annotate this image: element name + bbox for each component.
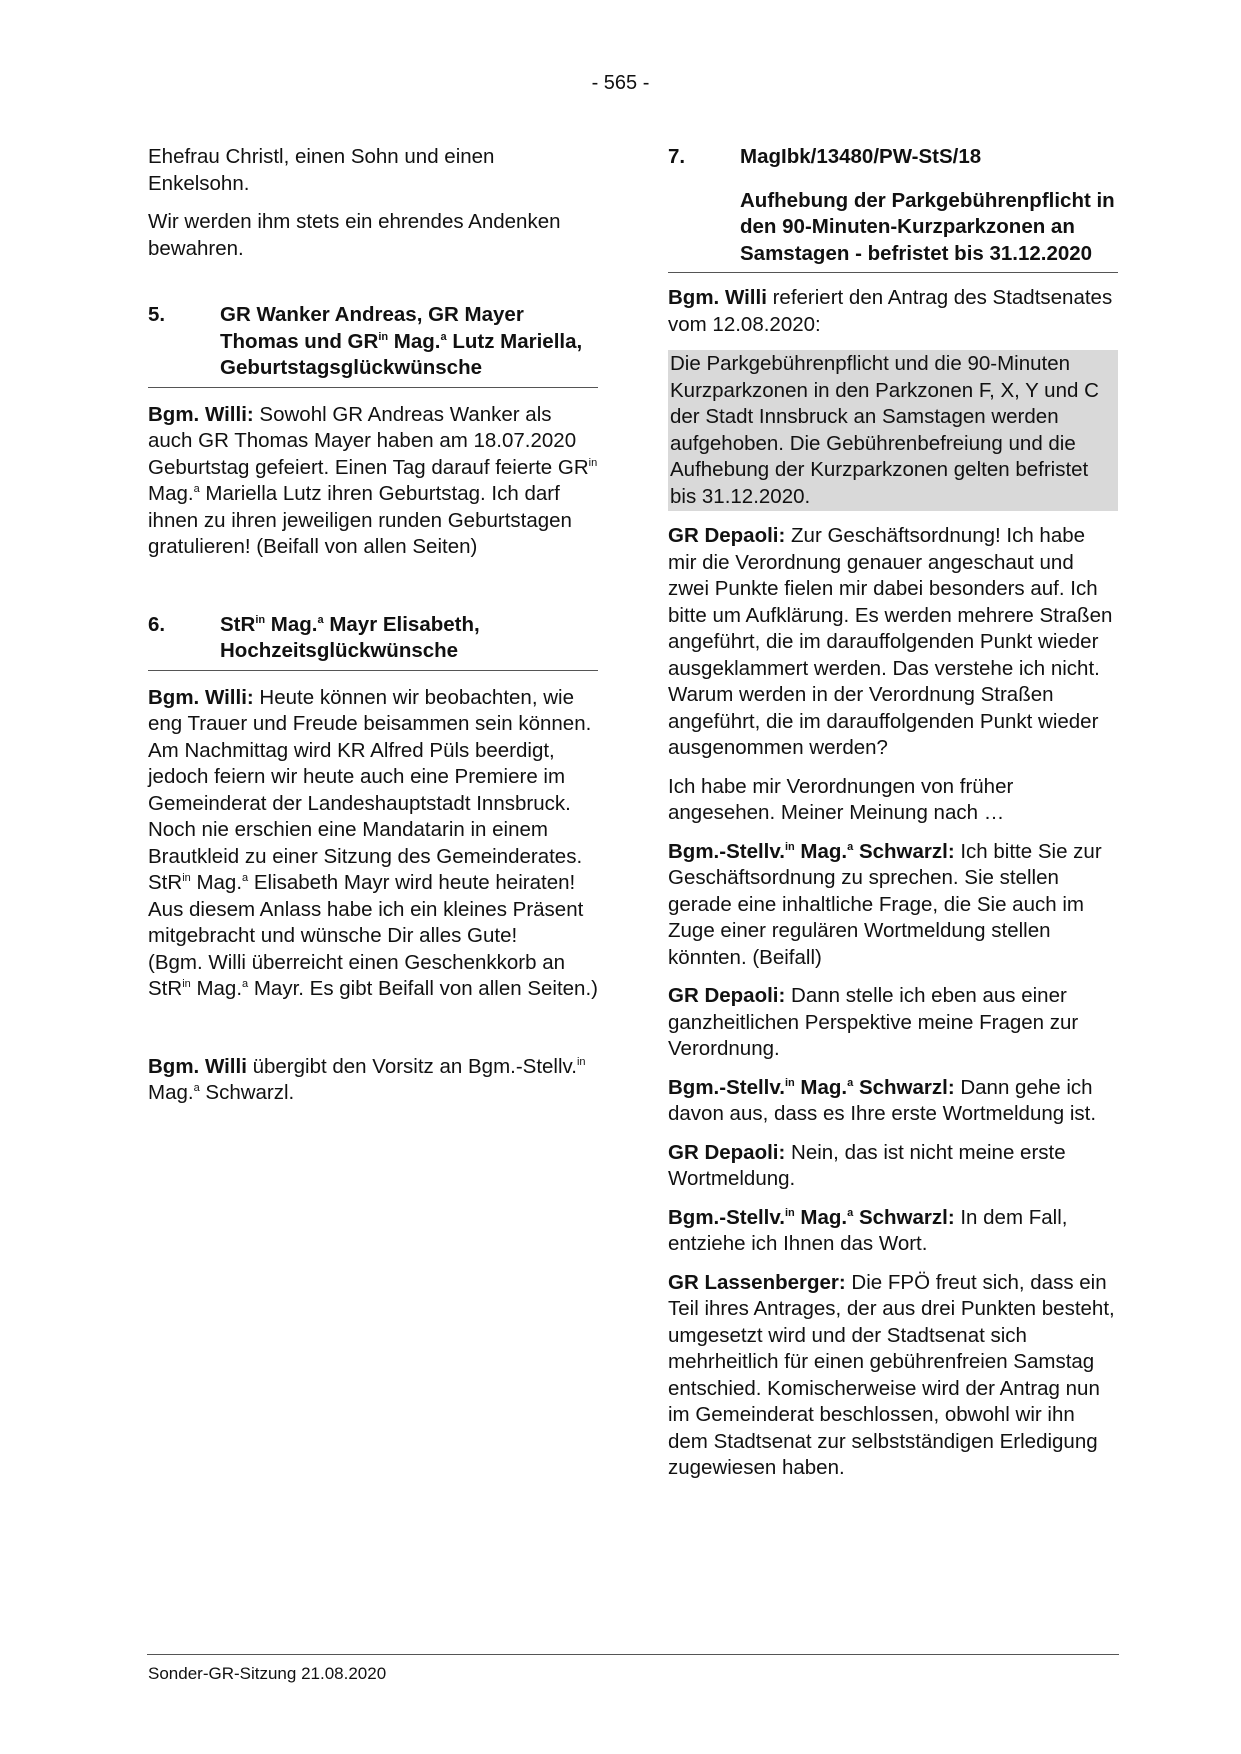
paragraph-lassenberger: GR Lassenberger: Die FPÖ freut sich, dass ein Teil ihres Antrages, der aus drei Punkten besteht, umgesetzt wird und der Stadtsenat sich mehrheitlich für einen gebührenfreien Samstag entschied. Komischerweise wird der Antrag nun im Gemeinderat beschlossen, obwohl wir ihn dem Stadtsenat zur selbstständigen Erledigung zugewiesen haben. [668, 1270, 1115, 1479]
footer-divider [147, 1654, 1119, 1655]
page-number: - 565 - [591, 72, 650, 94]
right-column [668, 144, 1118, 1482]
speaker-label: Bgm.-Stellv.$^{in}$ Mag.$^a$ Schwarzl: [668, 1205, 955, 1229]
paragraph-depaoli-3: GR Depaoli: Dann stelle ich eben aus einer ganzheitlichen Perspektive meine Fragen zur Verordnung. [668, 984, 1079, 1060]
agenda-item-number: 5. [148, 303, 166, 326]
paragraph-handover: Bgm. Willi übergibt den Vorsitz an Bgm.-Stellv.$^{in}$ Mag.$^a$ Schwarzl. [148, 1054, 586, 1104]
speaker-label: Bgm.-Stellv.$^{in}$ Mag.$^a$ Schwarzl: [668, 1075, 955, 1099]
agenda-item-number: 7. [668, 145, 686, 168]
paragraph-wedding: Bgm. Willi: Heute können wir beobachten, wie eng Trauer und Freude beisammen sein können. Am Nachmittag wird KR Alfred Püls beerdigt, jedoch feiern wir heute auch eine Premiere im Gemeinderat der Landeshauptstadt Innsbruck. Noch nie erschien eine Mandatarin in einem Brautkleid zu einer Sitzung des Gemeinderates. StR$^{in}$ Mag.$^a$ Elisabeth Mayr wird heute heiraten! Aus diesem Anlass habe ich ein kleines Präsent mitgebracht und wünsche Dir alles Gute! (Bgm. Willi überreicht einen Geschenkkorb an StR$^{in}$ Mag.$^a$ Mayr. Es gibt Beifall von allen Seiten.) [148, 685, 598, 1000]
paragraph-schwarzl-3: Bgm.-Stellv.$^{in}$ Mag.$^a$ Schwarzl: In dem Fall, entziehe ich Ihnen das Wort. [668, 1205, 1068, 1255]
agenda-item-reference: MagIbk/13480/PW-StS/18 [740, 145, 982, 168]
paragraph-intro-1: Ehefrau Christl, einen Sohn und einen Enkelsohn. [148, 145, 495, 195]
speaker-label: GR Lassenberger: [668, 1270, 846, 1294]
speaker-label: Bgm.-Stellv.$^{in}$ Mag.$^a$ Schwarzl: [668, 839, 955, 863]
paragraph-schwarzl-2: Bgm.-Stellv.$^{in}$ Mag.$^a$ Schwarzl: Dann gehe ich davon aus, dass es Ihre erste Wortmeldung ist. [668, 1075, 1097, 1125]
speaker-label: GR Depaoli: [668, 1140, 786, 1164]
speaker-label: Bgm. Willi [148, 1054, 247, 1078]
paragraph-birthday: Bgm. Willi: Sowohl GR Andreas Wanker als auch GR Thomas Mayer haben am 18.07.2020 Geburtstag gefeiert. Einen Tag darauf feierte $GR^{in}$ Mag.$^a$ Mariella Lutz ihren Geburtstag. Ich darf ihnen zu ihren jeweiligen runden Geburtstagen gratulieren! (Beifall von allen Seiten) [148, 402, 598, 558]
footer-session-label: Sonder-GR-Sitzung 21.08.2020 [148, 1664, 387, 1683]
paragraph-intro-2: Wir werden ihm stets ein ehrendes Andenken bewahren. [148, 210, 561, 260]
speaker-label: GR Depaoli: [668, 524, 786, 547]
paragraph-schwarzl-1: Bgm.-Stellv.$^{in}$ Mag.$^a$ Schwarzl: Ich bitte Sie zur Geschäftsordnung zu sprechen. Sie stellen gerade eine inhaltliche Frage, die Sie auch im Zuge einer regulären Wortmeldung stellen könnten. (Beifall) [668, 839, 1102, 969]
agenda-item-5-heading [148, 302, 598, 388]
agenda-item-title [740, 144, 1118, 267]
agenda-item-number: 6. [148, 612, 166, 636]
agenda-item-title: GR Wanker Andreas, GR Mayer Thomas und $GR^{in}$ Mag.$^a$ Lutz Mariella, Geburtstagsglückwünsche [220, 303, 583, 379]
speaker-label: Bgm. Willi: [148, 685, 254, 709]
agenda-item-7-heading [668, 144, 1118, 273]
agenda-item-title: StR$^{in}$ Mag.$^a$ Mayr Elisabeth, Hochzeitsglückwünsche [220, 612, 480, 662]
paragraph-depaoli-1: GR Depaoli: Zur Geschäftsordnung! Ich habe mir die Verordnung genauer angeschaut und zwei Punkte fielen mir dabei besonders auf. Ich bitte um Aufklärung. Es werden mehrere Straßen angeführt, die im darauffolgenden Punkt wieder ausgeklammert werden. Das verstehe ich nicht. Warum werden in der Verordnung Straßen angeführt, die im darauffolgenden Punkt wieder ausgenommen werden? [668, 524, 1113, 759]
speaker-label: Bgm. Willi: [148, 402, 254, 426]
motion-text-box: Die Parkgebührenpflicht und die 90-Minuten Kurzparkzonen in den Parkzonen F, X, Y und C der Stadt Innsbruck an Samstagen werden aufgehoben. Die Gebührenbefreiung und die Aufhebung der Kurzparkzonen gelten befristet bis 31.12.2020. [668, 350, 1118, 511]
agenda-item-subject: Aufhebung der Parkgebührenpflicht in den 90-Minuten-Kurzparkzonen an Samstagen - befristet bis 31.12.2020 [740, 188, 1115, 265]
paragraph-motion-intro: Bgm. Willi referiert den Antrag des Stadtsenates vom 12.08.2020: [668, 286, 1113, 336]
paragraph-depaoli-2: Ich habe mir Verordnungen von früher angesehen. Meiner Meinung nach … [668, 774, 1014, 824]
paragraph-depaoli-4: GR Depaoli: Nein, das ist nicht meine erste Wortmeldung. [668, 1140, 1066, 1190]
speaker-label: Bgm. Willi [668, 286, 767, 309]
speaker-label: GR Depaoli: [668, 984, 786, 1007]
left-column [148, 144, 598, 1107]
agenda-item-6-heading [148, 612, 598, 671]
